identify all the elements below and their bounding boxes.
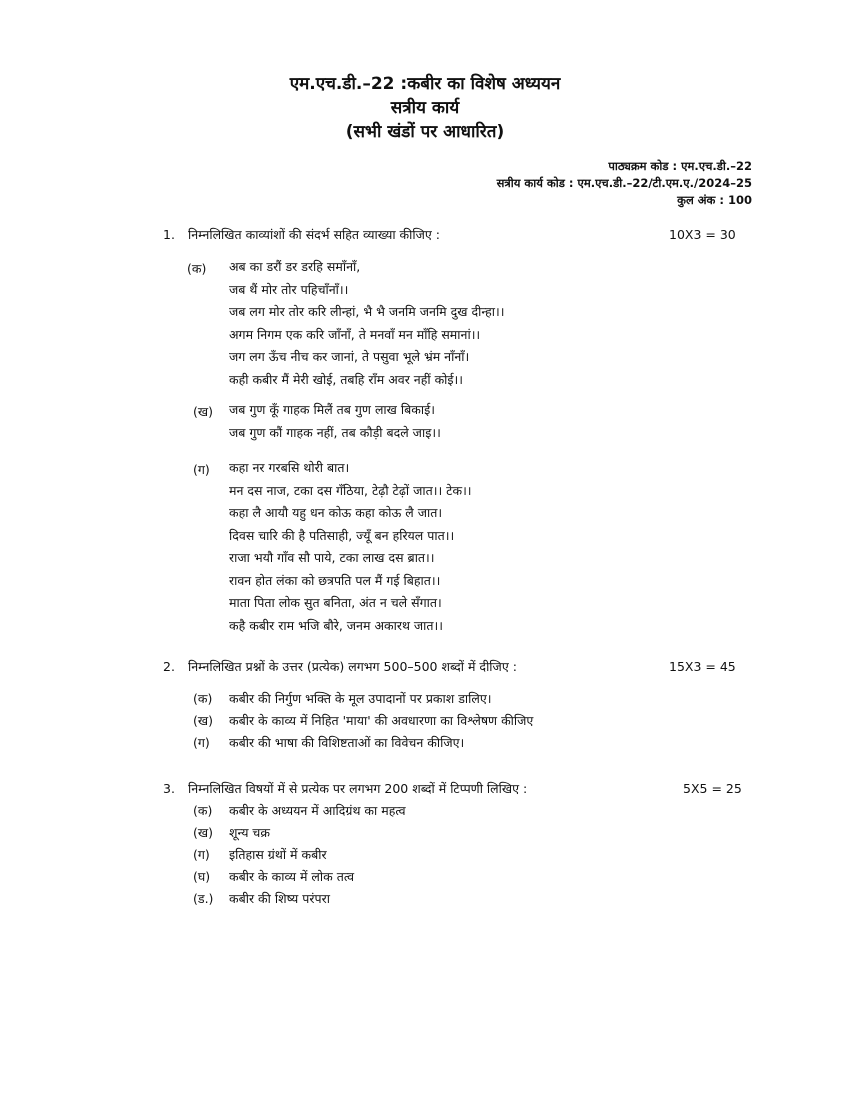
verse-line: कही कबीर मैं मेरी खोई, तबहि राँम अवर नहीं कोई।।	[229, 371, 464, 387]
subpart-label: (ख)	[193, 825, 213, 840]
subpart-text: इतिहास ग्रंथों में कबीर	[229, 847, 327, 862]
verse-line: जब थैं मोर तोर पहिचाँनाँ।।	[229, 281, 349, 297]
verse-line: रावन होत लंका को छत्रपति पल मैं गई बिहात।।	[229, 572, 441, 588]
verse-line: माता पिता लोक सुत बनिता, अंत न चले सँगात।	[229, 595, 442, 610]
subpart-label: (ड.)	[193, 891, 214, 906]
question-marks: 5X5 = 25	[683, 781, 742, 796]
question-number: 3.	[163, 781, 175, 796]
question-text: निम्नलिखित विषयों में से प्रत्येक पर लगभग 200 शब्दों में टिप्पणी लिखिए :	[188, 781, 528, 796]
question-number: 1.	[163, 227, 175, 242]
verse-block-a	[229, 256, 504, 391]
subpart-label: (ग)	[193, 462, 210, 477]
assignment-code: सत्रीय कार्य कोड : एम.एच.डी.–22/टी.एम.ए./2024–25	[496, 176, 752, 190]
question-1	[0, 224, 850, 246]
subpart-text: कबीर के काव्य में निहित 'माया' की अवधारणा का विश्लेषण कीजिए	[229, 713, 534, 728]
verse-line: राजा भयौ गाँव सौ पाये, टका लाख दस ब्रात।।	[229, 550, 435, 565]
verse-block-c	[229, 457, 472, 637]
question-text: निम्नलिखित प्रश्नों के उत्तर (प्रत्येक) लगभग 500–500 शब्दों में दीजिए :	[188, 659, 517, 674]
question-text: निम्नलिखित काव्यांशों की संदर्भ सहित व्याख्या कीजिए :	[188, 227, 440, 242]
question-2	[0, 656, 850, 678]
list-item	[193, 888, 643, 910]
page-subtitle: सत्रीय कार्य	[390, 98, 460, 118]
subpart-label: (ग)	[193, 735, 210, 750]
subpart-label: (ग)	[193, 847, 210, 862]
subpart-label: (क)	[193, 691, 213, 706]
verse-block-b	[229, 399, 441, 444]
subpart-text: कबीर के अध्ययन में आदिग्रंथ का महत्व	[229, 803, 406, 818]
subpart-text: कबीर की भाषा की विशिष्टताओं का विवेचन कीजिए।	[229, 735, 465, 750]
verse-line: अब का डरौं डर डरहि समाँनाँ,	[229, 259, 361, 274]
list-item	[193, 866, 643, 888]
question-3	[0, 778, 850, 800]
total-marks: कुल अंक : 100	[677, 193, 752, 207]
list-item	[193, 800, 643, 822]
list-item	[193, 844, 643, 866]
page-note: (सभी खंडों पर आधारित)	[345, 122, 505, 142]
verse-line: जग लग ऊँच नीच कर जानां, ते पसुवा भूले भ्रंम नाँनाँ।	[229, 349, 470, 364]
subpart-label: (ख)	[193, 404, 213, 419]
verse-line: दिवस चारि की है पतिसाही, ज्यूँ बन हरियल पात।।	[229, 527, 455, 543]
question-marks: 10X3 = 30	[669, 227, 736, 242]
verse-line: जब गुण कूँ गाहक मिलैं तब गुण लाख बिकाई।	[229, 402, 435, 417]
subpart-text: कबीर के काव्य में लोक तत्व	[229, 869, 355, 884]
verse-line: जब लग मोर तोर करि लीन्हां, भै भै जनमि जनमि दुख दीन्हा।।	[229, 304, 505, 319]
subpart-text: कबीर की शिष्य परंपरा	[229, 891, 330, 906]
subpart-label: (क)	[187, 261, 207, 276]
subpart-label: (घ)	[193, 869, 211, 884]
verse-line: अगम निगम एक करि जाँनाँ, ते मनवाँ मन माँहि समानां।।	[229, 326, 481, 342]
list-item	[193, 688, 643, 710]
page-title: एम.एच.डी.–22 :कबीर का विशेष अध्ययन	[289, 74, 561, 94]
list-item	[193, 822, 643, 844]
verse-line: मन दस नाज, टका दस गँठिया, टेढ़ौ टेढ़ों जात।। टेक।।	[229, 482, 472, 498]
question-marks: 15X3 = 45	[669, 659, 736, 674]
verse-line: कहा लै आयौ यहु धन कोऊ कहा कोऊ लै जात।	[229, 505, 443, 520]
verse-line: कहै कबीर राम भजि बौरे, जनम अकारथ जात।।	[229, 617, 444, 633]
subpart-label: (क)	[193, 803, 213, 818]
course-code: पाठ्यक्रम कोड : एम.एच.डी.–22	[608, 159, 752, 173]
code-block	[497, 158, 752, 209]
subpart-text: शून्य चक्र	[229, 825, 270, 840]
verse-line: जब गुण कौं गाहक नहीं, तब कौड़ी बदले जाइ।।	[229, 424, 441, 440]
list-item	[193, 710, 643, 732]
subpart-text: कबीर की निर्गुण भक्ति के मूल उपादानों पर प्रकाश डालिए।	[229, 691, 492, 706]
list-item	[193, 732, 643, 754]
verse-line: कहा नर गरबसि थोरी बात।	[229, 460, 350, 475]
subpart-label: (ख)	[193, 713, 213, 728]
question-number: 2.	[163, 659, 175, 674]
